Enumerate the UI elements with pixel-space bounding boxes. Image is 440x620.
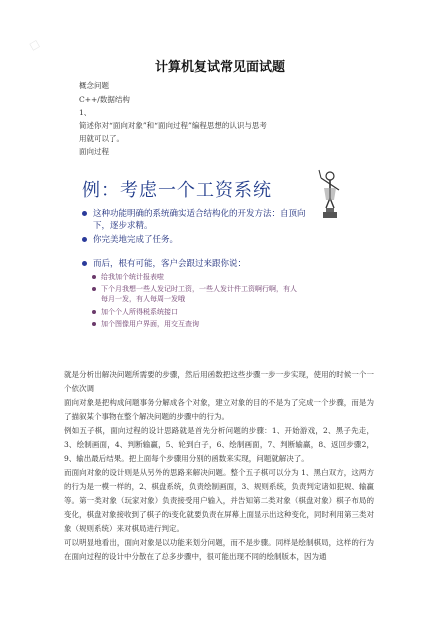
paragraph: 可以明显地看出，面向对象是以功能来划分问题，而不是步骤。同样是绘制棋局，这样的行为在面向过程的设计中分散在了总多步骤中，很可能出现不同的绘制版本，因为通 [64,538,374,561]
slide-bullet-continued: 下，逐步求精。 [93,221,153,231]
slide-bullet: 这种功能明确的系统确实适合结构化的开发方法：自顶向 [82,208,306,220]
slide-subbullet: 加个图像用户界面，用交互查询 [92,319,199,329]
paragraph: 就是分析出解决问题所需要的步骤，然后用函数把这些步骤一步一步实现，使用的时候一个一个依次调 [64,370,374,393]
slide-title: 例：考虑一个工资系统 [82,180,272,201]
slide-bullet: 而后，根有可能，客户会跟过来跟你说： [82,258,246,270]
slide-subbullet: 给我加个统计报表啦 [92,272,164,282]
paragraph: 而面向对象的设计则是从另外的思路来解决问题。整个五子棋可以分为 1、黑白双方，这两方的行为是一模一样的，2、棋盘系统，负责绘制画面，3、规则系统，负责判定诸如犯规、输赢等。第一类对象（玩家对象）负责接受用户输入，并告知第二类对象（棋盘对象）棋子布局的变化，棋盘对象接收到了棋子的i变化就要负责在屏幕上面显示出这种变化，同时利用第三类对象（规则系统）来对棋局进行判定。 [64,468,374,533]
statue-figure-icon [315,168,345,220]
text-line: 用就可以了。 [79,134,124,143]
text-line: 概念问题 [79,81,109,90]
text-line: C++/数据结构 [79,95,130,104]
paragraph: 面向对象是把构成问题事务分解成各个对象，建立对象的目的不是为了完成一个步骤，而是为了描叙某个事物在整个解决问题的步骤中的行为。 [64,398,374,421]
embedded-slide-image [68,162,380,342]
slide-subbullet: 加个个人所得税系统接口 [92,307,178,317]
slide-subbullet-continued: 每月一发，有人每周一发哦 [101,295,185,303]
watermark: □ [27,38,42,53]
text-line: 面向过程 [79,147,109,156]
text-line: 1、 [79,108,92,117]
paragraph: 例如五子棋，面向过程的设计思路就是首先分析问题的步骤：1、开始游戏，2、黑子先走，3、绘制画面，4、判断输赢，5、轮到白子，6、绘制画面，7、判断输赢，8、返回步骤2，9、输出最后结果。把上面每个步骤用分别的函数来实现，问题就解决了。 [64,426,374,463]
text-line: 简述你对“面向对象”和“面向过程”编程思想的认识与思考 [79,121,267,130]
slide-subbullet: 下个月我想一些人发记时工资，一些人发计件工资啊行啊，有人 [92,284,297,294]
slide-bullet: 你完美地完成了任务。 [82,234,178,246]
page-title: 计算机复试常见面试题 [154,60,285,75]
